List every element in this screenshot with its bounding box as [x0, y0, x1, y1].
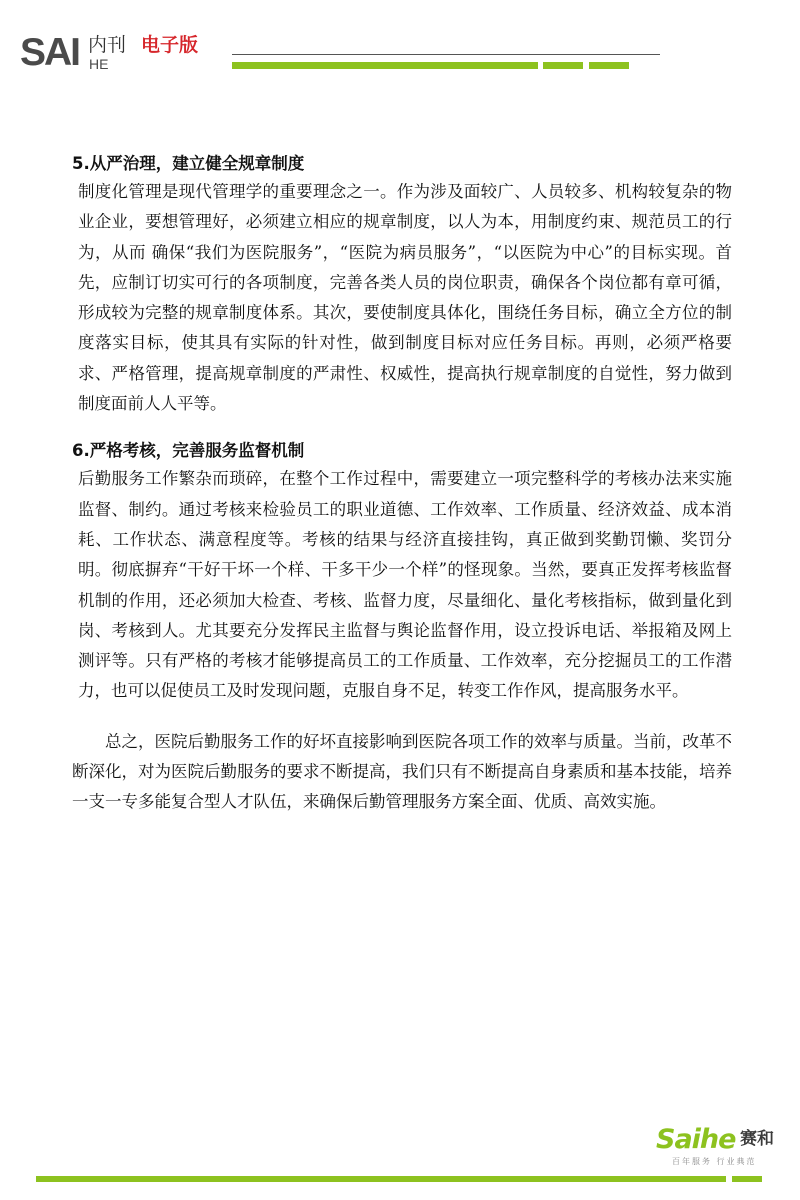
footer-slogan: 百年服务 行业典范 [672, 1157, 757, 1166]
logo-neikan: 内刊 [88, 34, 127, 56]
footer-brand-logo: Saihe [656, 1124, 736, 1155]
section-spacer [72, 419, 732, 437]
footer-green-bar [36, 1176, 726, 1182]
header-green-block [543, 62, 583, 69]
article-body [72, 150, 732, 818]
closing-paragraph: 总之，医院后勤服务工作的好坏直接影响到医院各项工作的效率与质量。当前，改革不断深化，对为医院后勤服务的要求不断提高，我们只有不断提高自身素质和基本技能，培养一支一专多能复合型人才队伍，来确保后勤管理服务方案全面、优质、高效实施。 [72, 731, 732, 812]
logo-he: HE [89, 56, 109, 72]
logo-sai: SAI [20, 31, 80, 74]
section-paragraph: 后勤服务工作繁杂而琐碎，在整个工作过程中，需要建立一项完整科学的考核办法来实施监督、制约。通过考核来检验员工的职业道德、工作效率、工作质量、经济效益、成本消耗、工作状态、满意程度等。考核的结果与经济直接挂钩，真正做到奖勤罚懒、奖罚分明。彻底摒弃“干好干坏一个样、干多干少一个样”的怪现象。当然，要真正发挥考核监督机制的作用，还必须加大检查、考核、监督力度，尽量细化、量化考核指标，做到量化到岗、考核到人。尤其要充分发挥民主监督与舆论监督作用，设立投诉电话、举报箱及网上测评等。只有严格的考核才能够提高员工的工作质量、工作效率，充分挖掘员工的工作潜力，也可以促使员工及时发现问题，克服自身不足，转变工作作风，提高服务水平。 [78, 469, 732, 701]
header-divider-line [232, 54, 660, 55]
header-green-bar [232, 62, 538, 69]
section-heading: 5.从严治理，建立健全规章制度 [72, 154, 305, 173]
edition-label: 电子版 [141, 34, 199, 56]
section-paragraph: 制度化管理是现代管理学的重要理念之一。作为涉及面较广、人员较多、机构较复杂的物业企业，要想管理好，必须建立相应的规章制度，以人为本，用制度约束、规范员工的行为，从而 确保“我们为医院服务”，“医院为病员服务”，“以医院为中心”的目标实现。首先，应制订切实可行的各项制度，完善各类人员的岗位职责，确保各个岗位都有章可循，形成较为完整的规章制度体系。其次，要使制度具体化，围绕任务目标，确立全方位的制度落实目标，使其具有实际的针对性，做到制度目标对应任务目标。再则，必须严格要求、严格管理，提高规章制度的严肃性、权威性，提高执行规章制度的自觉性，努力做到制度面前人人平等。 [78, 182, 732, 414]
page-header [0, 0, 800, 90]
section-spacer [72, 707, 732, 727]
footer-green-block [732, 1176, 762, 1182]
header-green-block [589, 62, 629, 69]
section-heading: 6.严格考核，完善服务监督机制 [72, 441, 305, 461]
footer-brand-cn: 赛和 [740, 1129, 774, 1149]
